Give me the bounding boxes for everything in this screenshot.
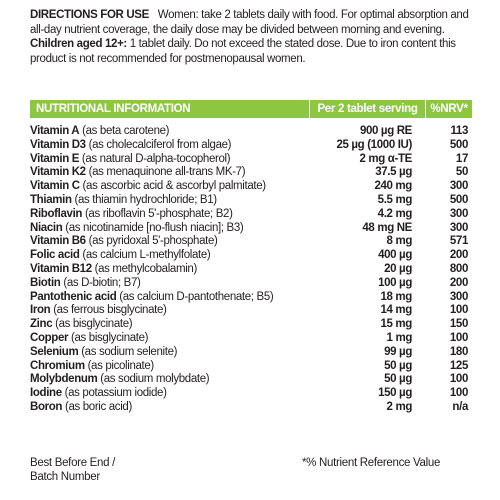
best-before-batch: [30, 456, 115, 484]
serving-amount: 8 mg: [386, 235, 412, 248]
nutrient-name-cell: [30, 373, 311, 387]
nutrient-name-cell: [30, 263, 311, 277]
nrv-percent: 800: [449, 262, 468, 275]
serving-amount: 100 µg: [378, 276, 412, 289]
nutrient-name-cell: [30, 277, 311, 291]
serving-amount: 2 mg α-TE: [359, 152, 412, 165]
nutrient-name-cell: [30, 180, 311, 194]
nutrition-table: [30, 100, 472, 415]
nutrient-source: (as sodium selenite): [81, 345, 178, 358]
table-row: [30, 318, 472, 332]
serving-amount: 50 µg: [384, 359, 412, 372]
serving-amount: 99 µg: [384, 345, 412, 358]
nutrient-name: Vitamin K2: [30, 166, 86, 179]
nutrient-name: Thiamin: [30, 193, 72, 206]
nutrient-name: Iron: [30, 304, 51, 317]
nutrient-source: (as boric acid): [64, 400, 132, 413]
nutrient-name-cell: [30, 249, 311, 263]
nutrient-name: Vitamin B12: [30, 262, 92, 275]
table-row: [30, 180, 472, 194]
nutrient-source: (as beta carotene): [82, 125, 170, 137]
table-row: [30, 291, 472, 305]
nrv-percent: 125: [449, 359, 468, 372]
nutrient-name: Chromium: [30, 359, 85, 372]
serving-amount: 1 mg: [386, 331, 412, 344]
directions-for-use: [30, 8, 470, 66]
table-row: [30, 153, 472, 167]
nrv-percent: 100: [449, 373, 468, 386]
nutrient-name-cell: [30, 346, 311, 360]
nutrient-name-cell: [30, 401, 311, 415]
nutrient-name: Vitamin A: [30, 125, 80, 137]
nutrient-name-cell: [30, 194, 311, 208]
nutrient-name: Copper: [30, 331, 69, 344]
nutrient-name: Pantothenic acid: [30, 290, 117, 303]
nutrient-source: (as thiamin hydrochloride; B1): [74, 193, 217, 206]
nrv-percent: 17: [455, 152, 468, 165]
nutrient-name: Iodine: [30, 387, 62, 400]
nutrient-name-cell: [30, 304, 311, 318]
nrv-percent: 100: [449, 304, 468, 317]
nutrient-source: (as pyridoxal 5'-phosphate): [88, 235, 218, 248]
nutrient-name-cell: [30, 166, 311, 180]
serving-amount: 5.5 mg: [377, 193, 412, 206]
serving-amount: 4.2 mg: [377, 207, 412, 220]
nutrient-name: Riboflavin: [30, 207, 83, 220]
nrv-percent: 500: [449, 193, 468, 206]
directions-text-1: Women: take 2 tablets daily with food. For optimal absorption and all-day nutrient coverage, the daily dose may be divided between morning and evening.: [30, 9, 469, 36]
serving-amount: 50 µg: [384, 373, 412, 386]
nutrient-name-cell: [30, 235, 311, 249]
nrv-percent: 300: [449, 180, 468, 193]
serving-amount: 25 µg (1000 IU): [336, 138, 412, 151]
table-row: [30, 401, 472, 415]
nutrient-name-cell: [30, 332, 311, 346]
serving-amount: 900 µg RE: [359, 125, 412, 137]
serving-amount: 150 µg: [378, 387, 412, 400]
nutrient-name-cell: [30, 387, 311, 401]
nutrient-name: Boron: [30, 400, 63, 413]
nutrient-name: Molybdenum: [30, 373, 98, 386]
nutrient-source: (as calcium D-pantothenate; B5): [119, 290, 274, 303]
table-row: [30, 373, 472, 387]
nrv-percent: 300: [449, 207, 468, 220]
nutrient-source: (as cholecalciferol from algae): [88, 138, 232, 151]
table-row: [30, 263, 472, 277]
serving-amount: 2 mg: [386, 400, 412, 413]
nrv-percent: 200: [449, 276, 468, 289]
nutrient-source: (as riboflavin 5'-phosphate; B2): [84, 207, 233, 220]
nrv-footnote: *% Nutrient Reference Value: [302, 457, 441, 469]
serving-amount: 15 mg: [380, 318, 412, 331]
table-row: [30, 387, 472, 401]
nutrient-source: (as natural D-alpha-tocopherol): [81, 152, 231, 165]
nutrient-name: Vitamin C: [30, 180, 80, 193]
nutrient-name-cell: [30, 360, 311, 374]
nutrient-source: (as picolinate): [87, 359, 154, 372]
nrv-percent: 571: [449, 235, 468, 248]
header-nutritional-information: NUTRITIONAL INFORMATION: [36, 103, 191, 115]
nutrient-name: Zinc: [30, 318, 53, 331]
nutrient-name: Vitamin B6: [30, 235, 86, 248]
table-row: [30, 222, 472, 236]
best-before-label: Best Before End /: [30, 457, 116, 469]
table-row: [30, 360, 472, 374]
nutrient-source: (as ferrous bisglycinate): [53, 304, 167, 317]
table-row: [30, 332, 472, 346]
table-row: [30, 139, 472, 153]
table-row: [30, 304, 472, 318]
nutrient-source: (as sodium molybdate): [100, 373, 210, 386]
nutrient-source: (as potassium iodide): [64, 387, 167, 400]
nutrient-source: (as methylcobalamin): [94, 262, 197, 275]
serving-amount: 18 mg: [380, 290, 412, 303]
nutrient-source: (as menaquinone all-trans MK-7): [88, 166, 246, 179]
nutrient-name-cell: [30, 139, 311, 153]
serving-amount: 240 mg: [374, 180, 412, 193]
nutrient-source: (as ascorbic acid & ascorbyl palmitate): [82, 180, 266, 193]
nrv-percent: 100: [449, 331, 468, 344]
nutrient-source: (as calcium L-methylfolate): [82, 249, 211, 262]
table-row: [30, 277, 472, 291]
serving-amount: 48 mg NE: [362, 221, 412, 234]
nutrient-name: Vitamin E: [30, 152, 80, 165]
nrv-percent: 100: [449, 387, 468, 400]
header-serving: Per 2 tablet serving: [309, 100, 425, 118]
nutrient-name: Niacin: [30, 221, 63, 234]
nutrient-name-cell: [30, 291, 311, 305]
table-row: [30, 194, 472, 208]
nrv-percent: 180: [449, 345, 468, 358]
nutrient-source: (as bisglycinate): [55, 318, 133, 331]
table-row: [30, 235, 472, 249]
nutrition-table-header: [30, 100, 472, 118]
nutrient-name: Selenium: [30, 345, 79, 358]
table-row: [30, 125, 472, 139]
children-age-label: Children aged 12+:: [30, 38, 127, 50]
nutrient-source: (as bisglycinate): [71, 331, 149, 344]
nutrient-name-cell: [30, 208, 311, 222]
nutrient-name: Folic acid: [30, 249, 80, 262]
nutrient-source: (as D-biotin; B7): [63, 276, 141, 289]
nrv-percent: 200: [449, 249, 468, 262]
nrv-percent: 300: [449, 221, 468, 234]
nutrient-name: Biotin: [30, 276, 61, 289]
directions-heading: DIRECTIONS FOR USE: [30, 9, 149, 21]
nrv-percent: 500: [449, 138, 468, 151]
table-row: [30, 249, 472, 263]
nrv-percent: 50: [455, 166, 468, 179]
nrv-percent: 150: [449, 318, 468, 331]
nutrition-rows: [30, 125, 472, 415]
header-nrv: %NRV*: [425, 100, 472, 118]
table-row: [30, 208, 472, 222]
nrv-percent: n/a: [452, 400, 468, 413]
table-row: [30, 346, 472, 360]
batch-number-label: Batch Number: [30, 471, 100, 483]
nutrient-name: Vitamin D3: [30, 138, 86, 151]
serving-amount: 20 µg: [384, 262, 412, 275]
table-row: [30, 166, 472, 180]
nutrient-source: (as nicotinamide [no-flush niacin]; B3): [65, 221, 244, 234]
nutrient-name-cell: [30, 222, 311, 236]
serving-amount: 14 mg: [380, 304, 412, 317]
nutrient-name-cell: [30, 153, 311, 167]
nrv-percent: 300: [449, 290, 468, 303]
serving-amount: 400 µg: [378, 249, 412, 262]
nutrient-name-cell: [30, 125, 311, 139]
directions-text-2: 1 tablet daily. Do not exceed the stated dose. Due to iron content this product is not recommended for postmenopausal women.: [30, 38, 456, 65]
serving-amount: 37.5 µg: [375, 166, 412, 179]
nutrient-name-cell: [30, 318, 311, 332]
nrv-percent: 113: [450, 125, 468, 137]
